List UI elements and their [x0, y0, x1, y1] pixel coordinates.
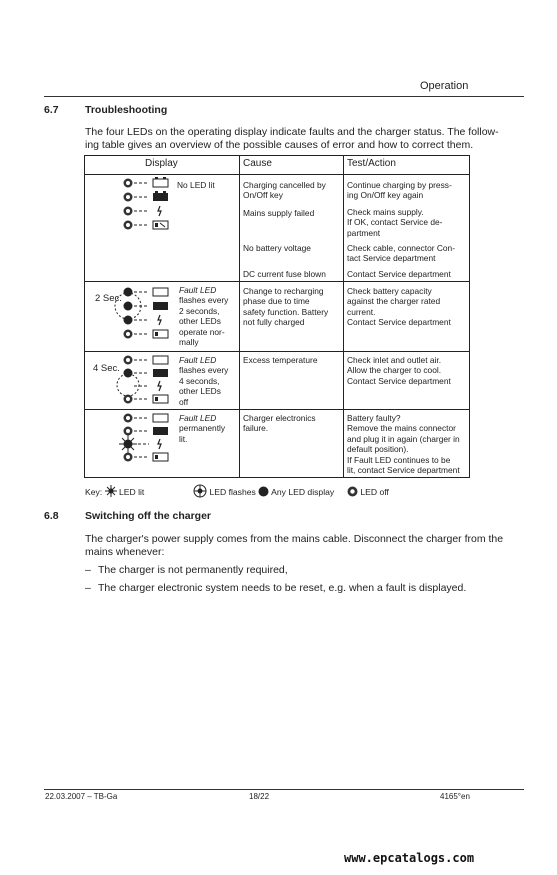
footer-page: 18/22 [249, 792, 270, 801]
led-off-icon [347, 486, 358, 497]
cause-cell: Excess temperature [243, 355, 318, 365]
lightning-icon [158, 315, 161, 325]
troubleshooting-table [84, 155, 470, 478]
display-note: No LED lit [177, 180, 215, 190]
led-off-icon [124, 414, 133, 423]
header-display: Display [145, 158, 178, 169]
any-led-display-icon [124, 302, 133, 311]
column-divider [343, 156, 344, 477]
lightning-icon [158, 439, 161, 449]
body-line: The charger's power supply comes from the mains cable. Disconnect the charger from the [85, 533, 504, 545]
timing-label: 4 Sec. [93, 363, 120, 374]
bullet-dash: – [85, 564, 91, 576]
header-rule [44, 96, 524, 97]
battery-full-icon [153, 302, 168, 310]
action-cell: Check inlet and outlet air. Allow the charger to cool. Contact Service department [347, 355, 451, 386]
bullet-item: The charger is not permanently required, [98, 564, 288, 576]
cause-cell: No battery voltage [243, 243, 311, 253]
legend [85, 484, 389, 498]
column-divider [239, 156, 240, 477]
any-led-display-icon [258, 486, 269, 497]
row-divider [85, 281, 469, 282]
led-panel-flash-4s [121, 355, 181, 407]
action-cell: Battery faulty? Remove the mains connector and plug it in again (charger in default position). If Fault LED continues to be lit, contact Service department [347, 413, 460, 476]
footer-rule [44, 789, 524, 790]
legend-led-flashes: LED flashes [209, 487, 256, 497]
led-panel-all-off [123, 178, 173, 228]
battery-empty-icon [153, 177, 168, 187]
battery-full-icon [153, 369, 168, 377]
display-note: Fault LED permanently lit. [179, 413, 226, 444]
watermark-link[interactable]: www.epcatalogs.com [344, 851, 475, 865]
any-led-display-icon [124, 369, 133, 378]
cause-cell: Charger electronics failure. [243, 413, 316, 434]
legend-led-off: LED off [360, 487, 389, 497]
battery-empty-icon [153, 414, 168, 422]
bullet-item: The charger electronic system needs to be reset, e.g. when a fault is displayed. [98, 582, 467, 594]
section-header-label: Operation [420, 80, 469, 92]
cause-cell: Change to recharging phase due to time safety function. Battery not fully charged [243, 286, 329, 328]
action-cell: Contact Service department [347, 269, 451, 279]
legend-any-led-display: Any LED display [271, 487, 335, 497]
led-panel-fault-lit [117, 413, 181, 469]
action-cell: Check battery capacity against the charger rated current. Contact Service department [347, 286, 451, 328]
any-led-display-icon [124, 316, 133, 325]
led-off-icon [124, 207, 133, 216]
battery-empty-icon [153, 356, 168, 364]
row-divider [85, 409, 469, 410]
section-number: 6.8 [44, 510, 59, 522]
footer-doc-id: 4165°en [440, 792, 470, 801]
lightning-icon [158, 381, 161, 391]
section-title: Switching off the charger [85, 510, 212, 522]
led-off-icon [124, 193, 133, 202]
led-off-icon [124, 453, 133, 462]
lightning-icon [158, 206, 161, 216]
led-off-icon [124, 330, 133, 339]
battery-full-icon [153, 427, 168, 435]
led-panel-flash-2s [121, 286, 181, 344]
led-off-icon [124, 395, 133, 404]
battery-fault-icon [153, 330, 168, 338]
bullet-dash: – [85, 582, 91, 594]
led-off-icon [124, 356, 133, 365]
led-off-icon [124, 179, 133, 188]
action-cell: Continue charging by press- ing On/Off key again [347, 180, 452, 201]
display-note: Fault LED flashes every 2 seconds, other LEDs operate nor- mally [179, 285, 229, 348]
intro-line: ing table gives an overview of the possible causes of error and how to correct them. [85, 139, 474, 151]
section-number: 6.7 [44, 104, 59, 116]
cause-cell: DC current fuse blown [243, 269, 326, 279]
legend-led-lit: LED lit [118, 487, 145, 497]
battery-fault-icon [153, 395, 168, 403]
header-action: Test/Action [347, 158, 396, 169]
section-title: Troubleshooting [85, 104, 168, 116]
led-lit-icon [105, 485, 117, 497]
intro-line: The four LEDs on the operating display indicate faults and the charger status. The follow- [85, 126, 499, 138]
any-led-display-icon [124, 288, 133, 297]
timing-label: 2 Sec. [95, 293, 122, 304]
led-flashes-icon [193, 484, 207, 498]
action-cell: Check cable, connector Con- tact Service department [347, 243, 455, 264]
action-cell: Check mains supply. If OK, contact Service de- partment [347, 207, 443, 238]
cause-cell: Charging cancelled by On/Off key [243, 180, 326, 201]
battery-fault-icon [153, 453, 168, 461]
battery-empty-icon [153, 288, 168, 296]
body-line: mains whenever: [85, 546, 165, 558]
header-cause: Cause [243, 158, 272, 169]
battery-fault-icon [153, 221, 168, 229]
led-lit-icon [119, 435, 137, 453]
led-off-icon [124, 221, 133, 230]
row-divider [85, 351, 469, 352]
header-divider [85, 174, 469, 175]
battery-full-icon [153, 191, 168, 201]
display-note: Fault LED flashes every 4 seconds, other LEDs off [179, 355, 229, 407]
cause-cell: Mains supply failed [243, 208, 315, 218]
footer-date: 22.03.2007 – TB-Ga [45, 792, 118, 801]
led-off-icon [124, 427, 133, 436]
legend-label: Key: [85, 487, 103, 497]
